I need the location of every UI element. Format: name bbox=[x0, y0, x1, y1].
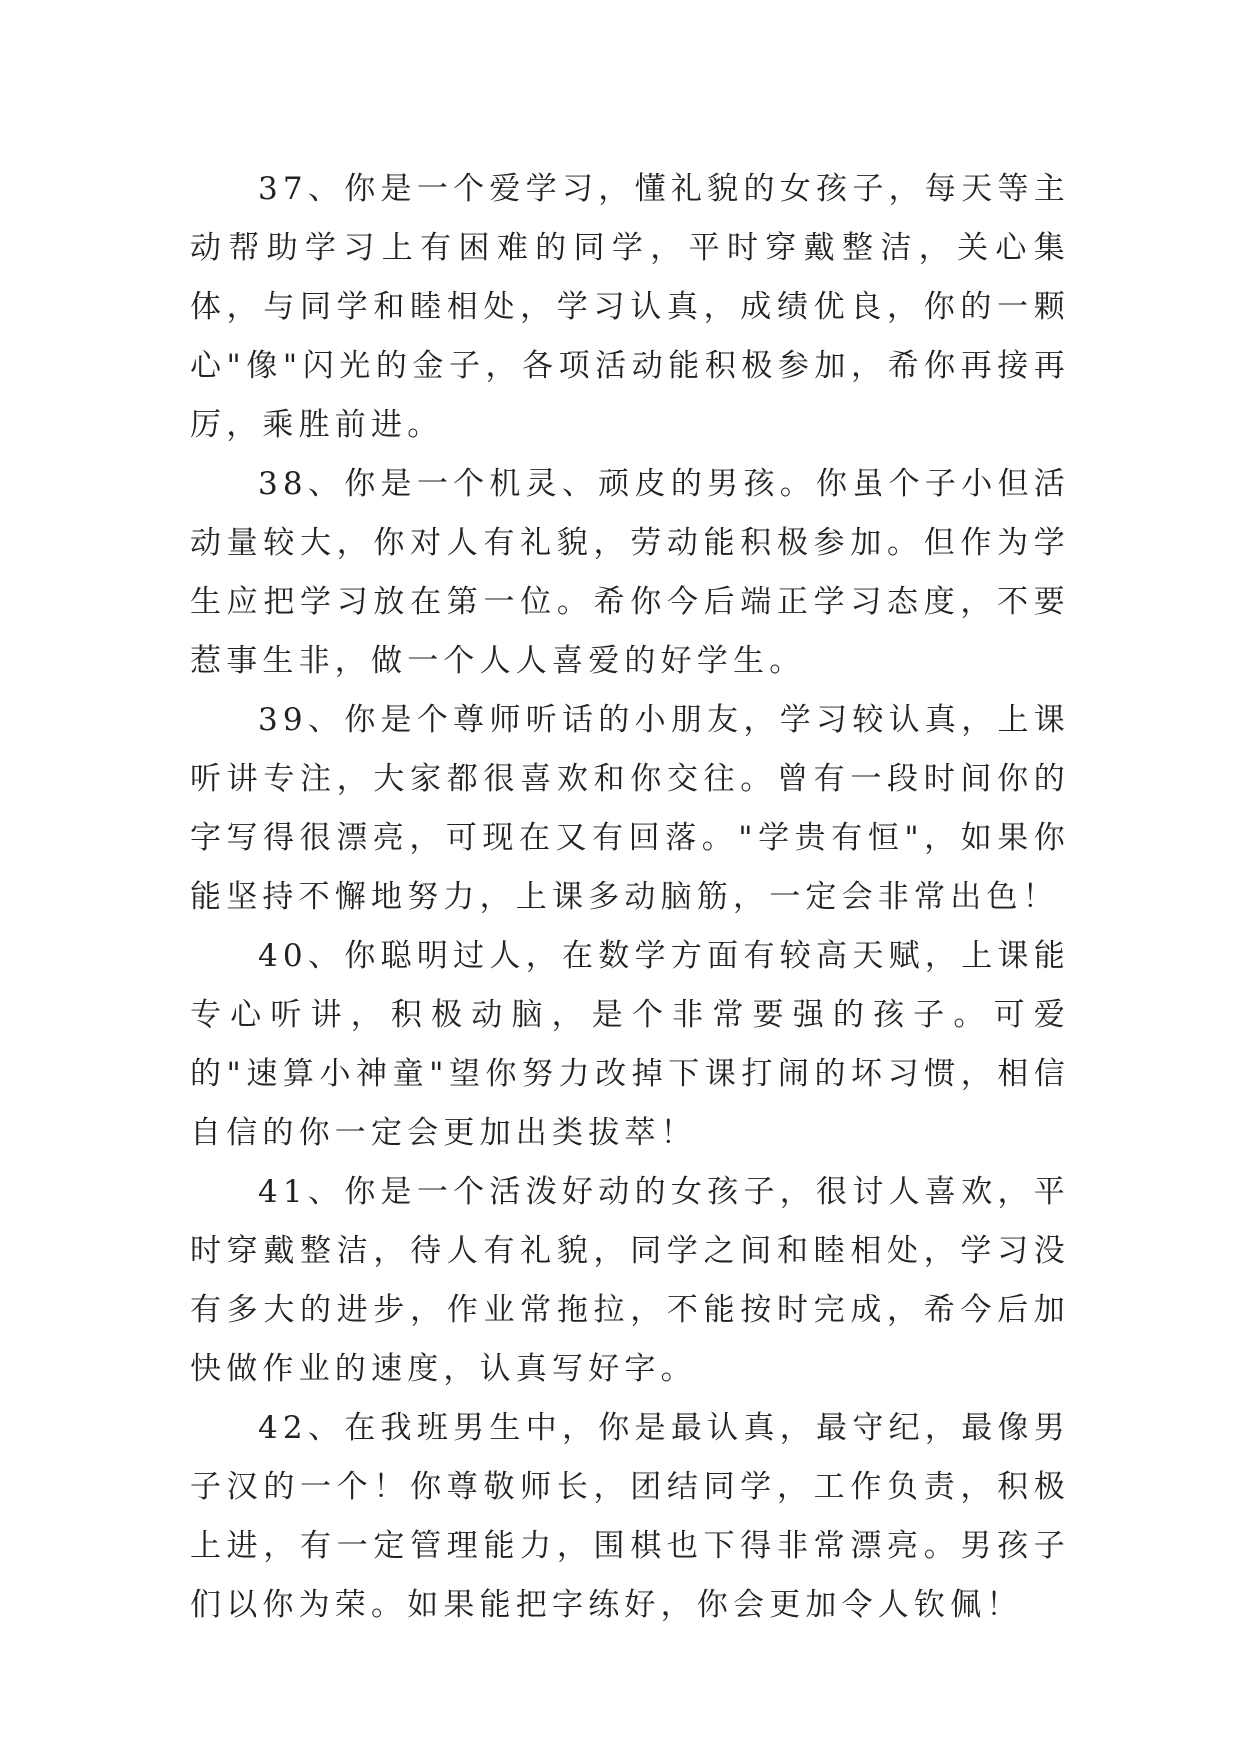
comment-paragraph-39: 39、你是个尊师听话的小朋友，学习较认真，上课听讲专注，大家都很喜欢和你交往。曾有一段时间你的字写得很漂亮，可现在又有回落。"学贵有恒"，如果你能坚持不懈地努力，上课多动脑筋，一定会非常出色！ bbox=[190, 702, 1070, 915]
comment-paragraph-37: 37、你是一个爱学习，懂礼貌的女孩子，每天等主动帮助学习上有困难的同学，平时穿戴整洁，关心集体，与同学和睦相处，学习认真，成绩优良，你的一颗心"像"闪光的金子，各项活动能积极参加，希你再接再厉，乘胜前进。 bbox=[190, 171, 1070, 443]
document-body bbox=[190, 160, 1070, 1635]
comment-paragraph-38: 38、你是一个机灵、顽皮的男孩。你虽个子小但活动量较大，你对人有礼貌，劳动能积极参加。但作为学生应把学习放在第一位。希你今后端正学习态度，不要惹事生非，做一个人人喜爱的好学生。 bbox=[190, 466, 1070, 679]
comment-paragraph-42: 42、在我班男生中，你是最认真，最守纪，最像男子汉的一个！你尊敬师长，团结同学，工作负责，积极上进，有一定管理能力，围棋也下得非常漂亮。男孩子们以你为荣。如果能把字练好，你会更加令人钦佩！ bbox=[190, 1410, 1070, 1623]
comment-paragraph-41: 41、你是一个活泼好动的女孩子，很讨人喜欢，平时穿戴整洁，待人有礼貌，同学之间和睦相处，学习没有多大的进步，作业常拖拉，不能按时完成，希今后加快做作业的速度，认真写好字。 bbox=[190, 1174, 1070, 1387]
comment-paragraph-40: 40、你聪明过人，在数学方面有较高天赋，上课能专心听讲，积极动脑，是个非常要强的孩子。可爱的"速算小神童"望你努力改掉下课打闹的坏习惯，相信自信的你一定会更加出类拔萃！ bbox=[190, 938, 1070, 1151]
